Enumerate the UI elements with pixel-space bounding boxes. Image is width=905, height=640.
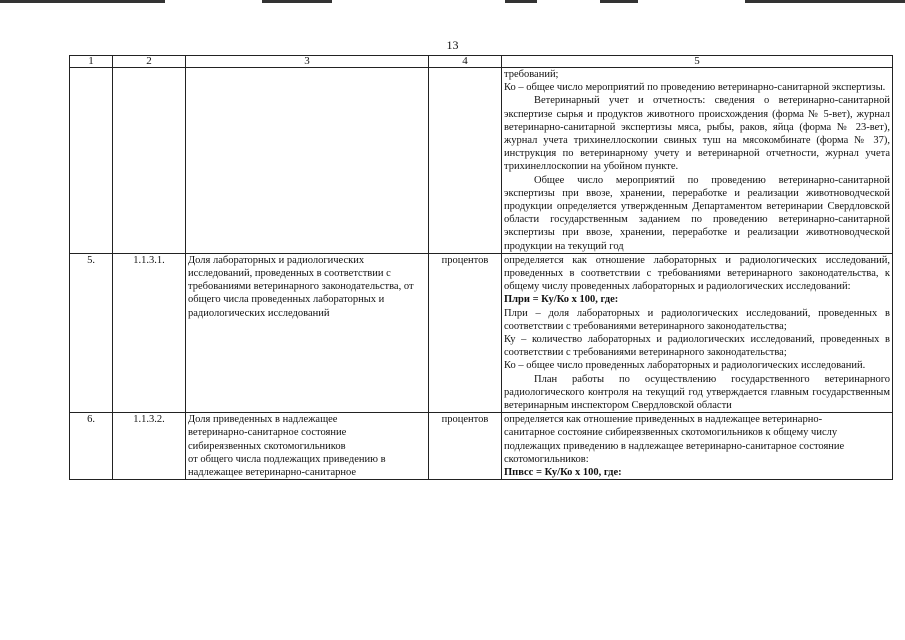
scan-artifact [505, 0, 537, 3]
scan-artifact [745, 0, 905, 3]
column-header: 2 [113, 56, 186, 68]
unit-cell: процентов [429, 413, 502, 480]
indicator-cell [186, 68, 429, 254]
indicator-cell [186, 413, 429, 480]
text-line: от общего числа подлежащих приведению в [188, 453, 386, 465]
row-code-cell: 1.1.3.2. [113, 413, 186, 480]
row-number-cell: 6. [70, 413, 113, 480]
formula: Плри = Ку/Ко х 100, где: [504, 294, 619, 306]
paragraph: определяется как отношение лабораторных и радиологических исследований, проведенных в соответствии с требованиями ветеринарного законодательства, к общему числу проведенных лабораторных и радиологических исследований: [504, 254, 890, 293]
text-line: определяется как отношение приведенных в надлежащее ветеринарно- [504, 414, 823, 426]
column-header: 4 [429, 56, 502, 68]
text-line: Ко – общее число мероприятий по проведению ветеринарно-санитарной экспертизы. [504, 82, 886, 94]
table-row [70, 253, 893, 412]
table-row [70, 413, 893, 480]
description-cell [502, 413, 893, 480]
paragraph: Ко – общее число проведенных лабораторных и радиологических исследований. [504, 360, 866, 372]
description-cell [502, 68, 893, 254]
text-line: скотомогильников: [504, 453, 589, 465]
paragraph: Ветеринарный учет и отчетность: сведения о ветеринарно-санитарной экспертизе сырья и продуктов животного происхождения (форма № 5-вет), журнал ветеринарно-санитарной экспертизы мяса, рыбы, раков, яйца (форма № 23-вет), журнал учета трихинеллоскопии свиных туш на мясокомбинате (форма № 37), инструкция по ветеринарному учету и ветеринарной отчетности, журнал учета трихинеллоскопии на убойном пункте. [504, 95, 890, 173]
formula: Ппвсс = Ку/Ко х 100, где: [504, 467, 622, 479]
scan-artifact [0, 0, 165, 3]
paragraph: Плри – доля лабораторных и радиологических исследований, проведенных в соответствии с требованиями ветеринарного законодательства; [504, 307, 890, 332]
unit-cell: процентов [429, 253, 502, 412]
description-cell [502, 253, 893, 412]
column-header: 1 [70, 56, 113, 68]
table-row [70, 68, 893, 254]
row-number-cell: 5. [70, 253, 113, 412]
column-header: 5 [502, 56, 893, 68]
text-line: Доля приведенных в надлежащее [188, 414, 338, 426]
row-code-cell [113, 68, 186, 254]
scan-artifact [600, 0, 638, 3]
page-number: 13 [446, 38, 459, 52]
row-number-cell [70, 68, 113, 254]
indicator-cell: Доля лабораторных и радиологических исследований, проведенных в соответствии с требованиями ветеринарного законодательства, от общего числа проведенных лабораторных и радиологических исследований [186, 253, 429, 412]
paragraph: Общее число мероприятий по проведению ветеринарно-санитарной экспертизы при ввозе, хранении, переработке и реализации животноводческой продукции определяется утвержденным Департаментом ветеринарии Свердловской области государственным заданием по проведению ветеринарно-санитарной экспертизы при ввозе, хранении, переработке и реализации животноводческой продукции на текущий год [504, 174, 890, 252]
scan-artifact [262, 0, 332, 3]
row-code-cell: 1.1.3.1. [113, 253, 186, 412]
text-line: требований; [504, 69, 559, 80]
text-line: санитарное состояние сибиреязвенных скотомогильников к общему числу [504, 427, 838, 439]
text-line: ветеринарно-санитарное состояние [188, 427, 347, 439]
table-header-row [70, 56, 893, 68]
document-table [69, 55, 893, 480]
column-header: 3 [186, 56, 429, 68]
text-line: подлежащих приведению в надлежащее ветеринарно-санитарное состояние [504, 440, 845, 452]
text-line: сибиреязвенных скотомогильников [188, 440, 346, 452]
unit-cell [429, 68, 502, 254]
paragraph: План работы по осуществлению государственного ветеринарного радиологического контроля на текущий год утверждается главным государственным ветеринарным инспектором Свердловской области [504, 373, 890, 412]
text-line: надлежащее ветеринарно-санитарное [188, 467, 357, 479]
paragraph: Ку – количество лабораторных и радиологических исследований, проведенных в соответствии с требованиями ветеринарного законодательства; [504, 334, 890, 359]
